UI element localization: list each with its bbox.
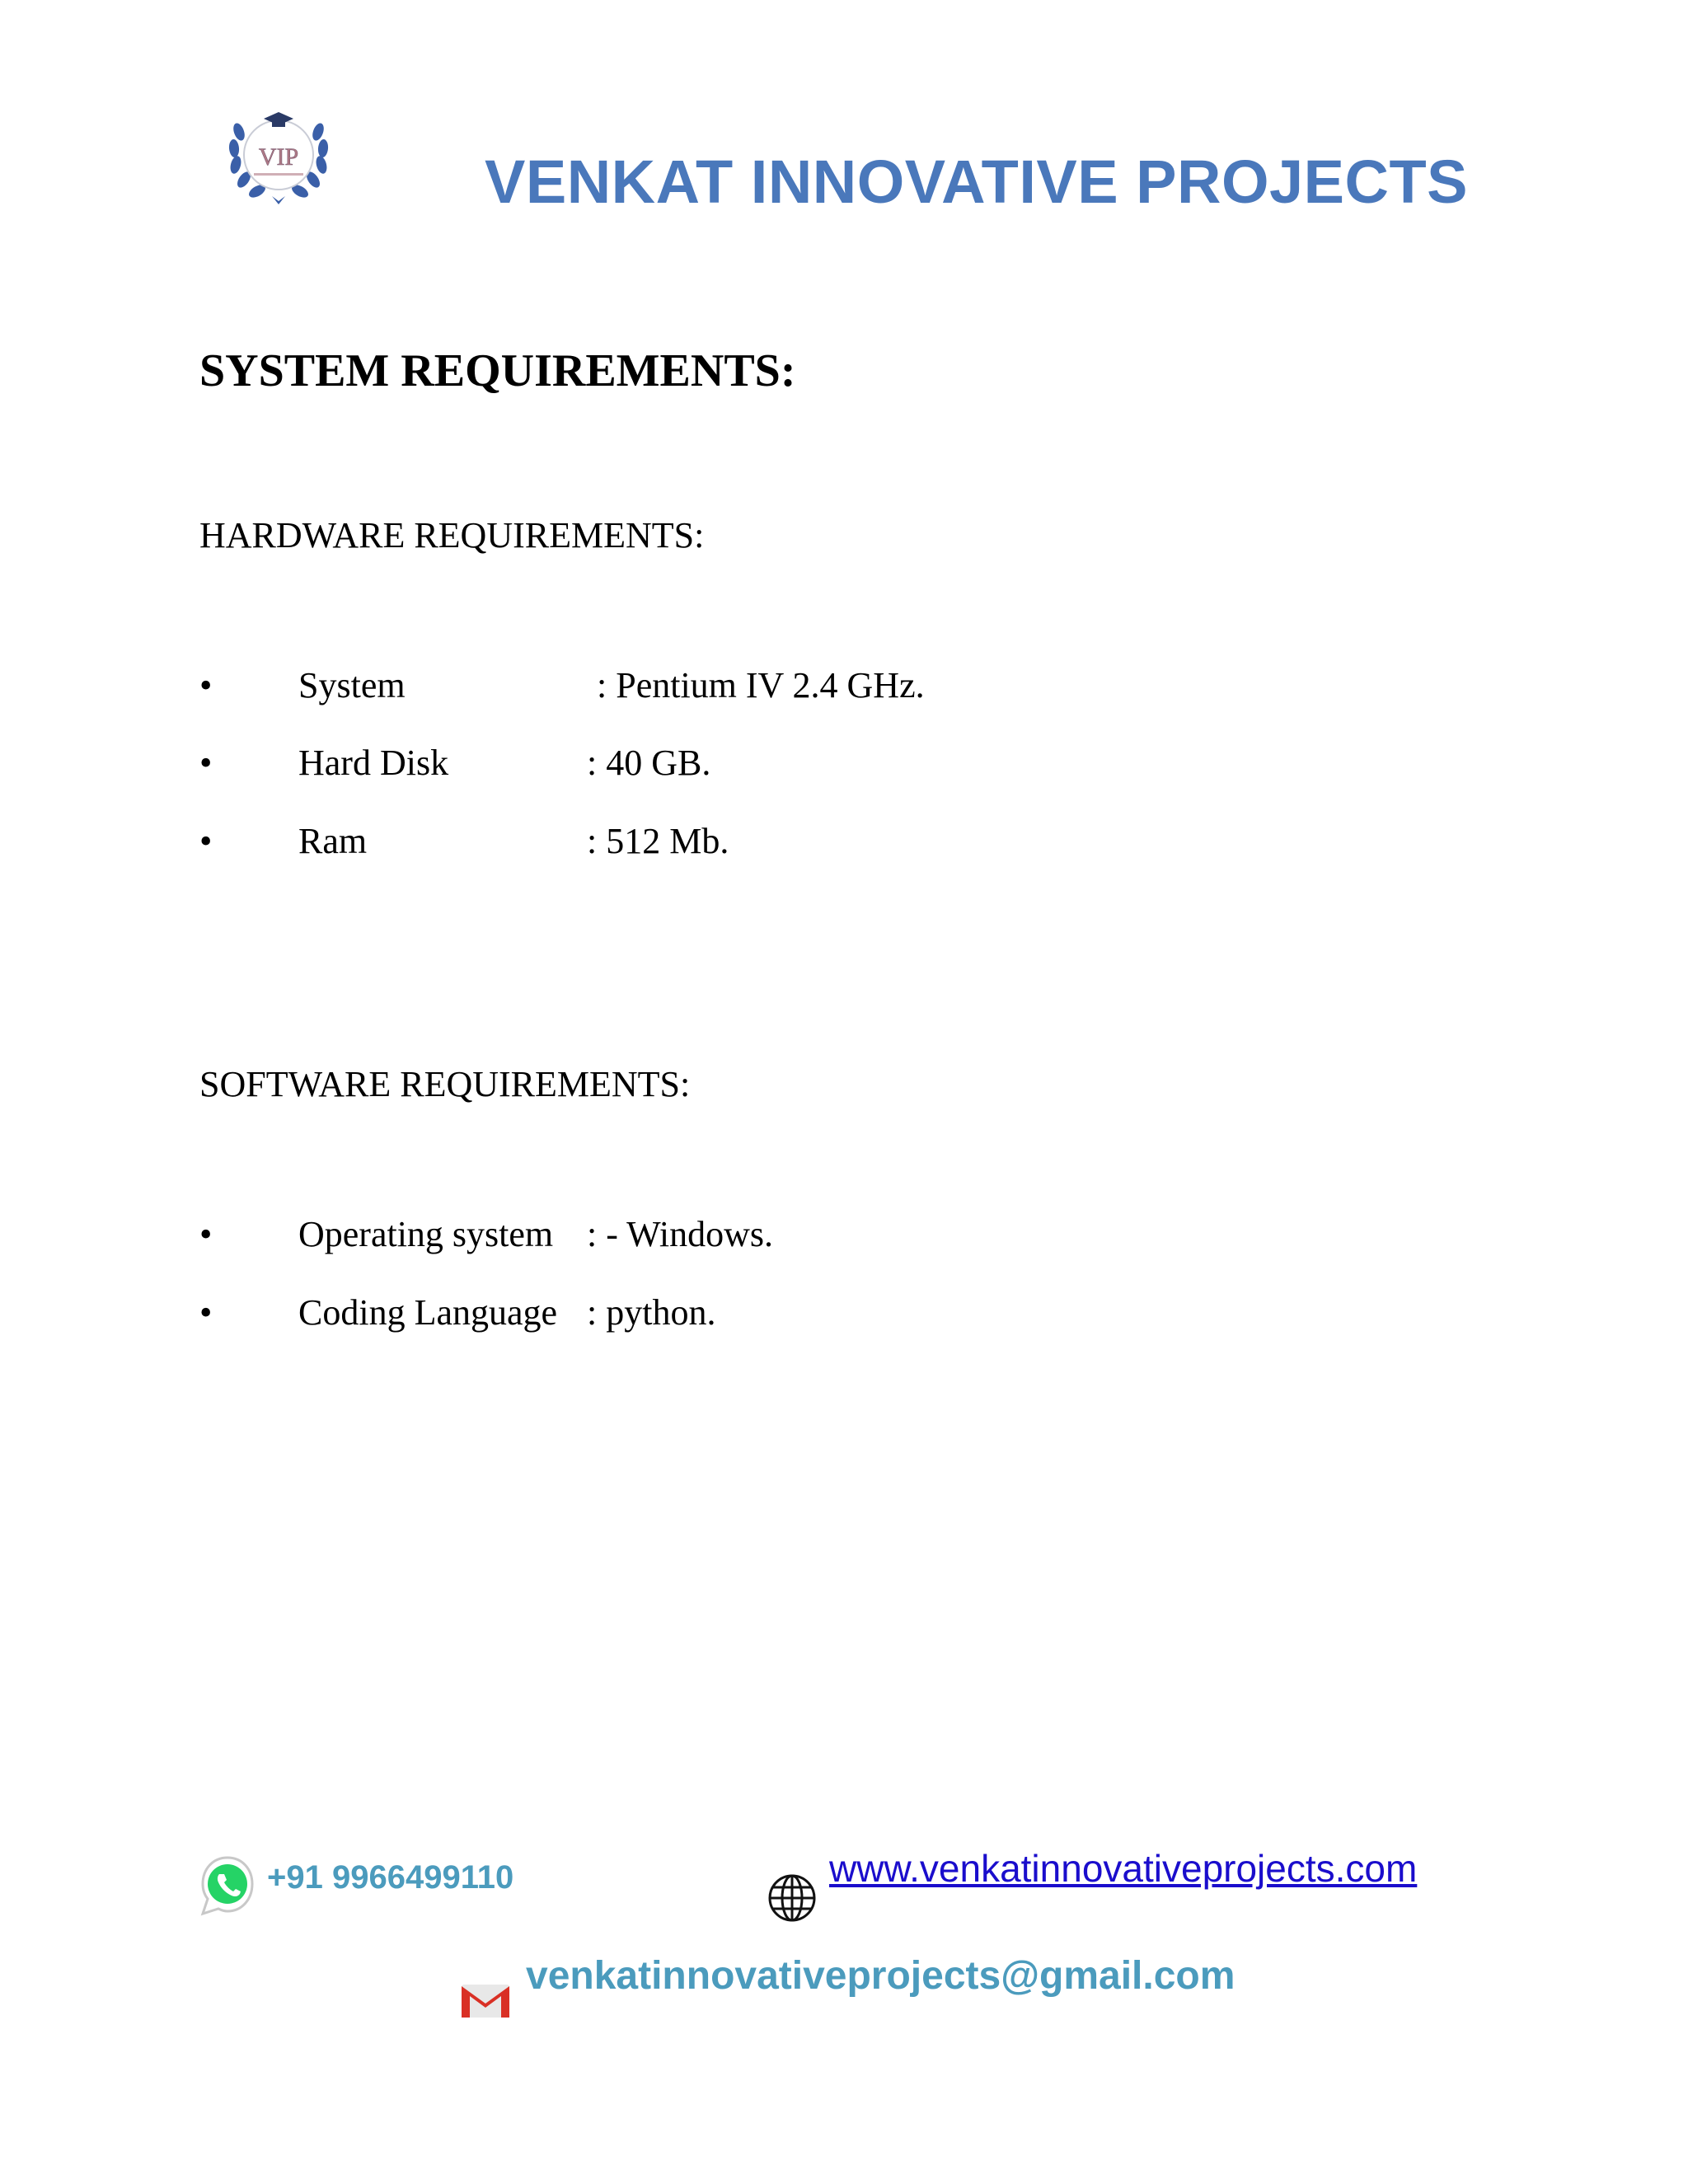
item-value: : 512 Mb.: [587, 821, 729, 861]
page-title: SYSTEM REQUIREMENTS:: [199, 345, 796, 396]
item-label: Operating system: [298, 1214, 554, 1254]
list-item: [199, 1213, 1353, 1263]
svg-text:VIP: VIP: [258, 143, 299, 171]
item-value: : - Windows.: [587, 1214, 773, 1254]
brand-title: VENKAT INNOVATIVE PROJECTS: [485, 148, 1469, 216]
item-label: Coding Language: [298, 1292, 558, 1333]
whatsapp-icon[interactable]: [198, 1854, 257, 1919]
hardware-heading: HARDWARE REQUIREMENTS:: [199, 515, 705, 555]
bullet: •: [199, 1214, 213, 1254]
item-value: : Pentium IV 2.4 GHz.: [597, 665, 925, 705]
list-item: [199, 742, 1353, 791]
globe-icon: [767, 1872, 818, 1924]
item-value: : python.: [587, 1292, 716, 1333]
item-value: : 40 GB.: [587, 743, 711, 783]
logo-emblem-icon: [221, 99, 336, 206]
list-item: [199, 820, 1353, 869]
phone-number[interactable]: +91 9966499110: [267, 1859, 514, 1896]
software-heading: SOFTWARE REQUIREMENTS:: [199, 1064, 691, 1104]
bullet: •: [199, 821, 213, 861]
gmail-icon: [460, 1981, 511, 2019]
list-item: [199, 1291, 1353, 1341]
list-item: [199, 664, 1353, 714]
item-label: Hard Disk: [298, 743, 449, 783]
item-label: Ram: [298, 821, 368, 861]
item-label: System: [298, 665, 406, 705]
bullet: •: [199, 743, 213, 783]
website-link[interactable]: www.venkatinnovativeprojects.com: [829, 1847, 1418, 1890]
bullet: •: [199, 665, 213, 705]
bullet: •: [199, 1292, 213, 1333]
email-address[interactable]: venkatinnovativeprojects@gmail.com: [526, 1954, 1236, 1998]
